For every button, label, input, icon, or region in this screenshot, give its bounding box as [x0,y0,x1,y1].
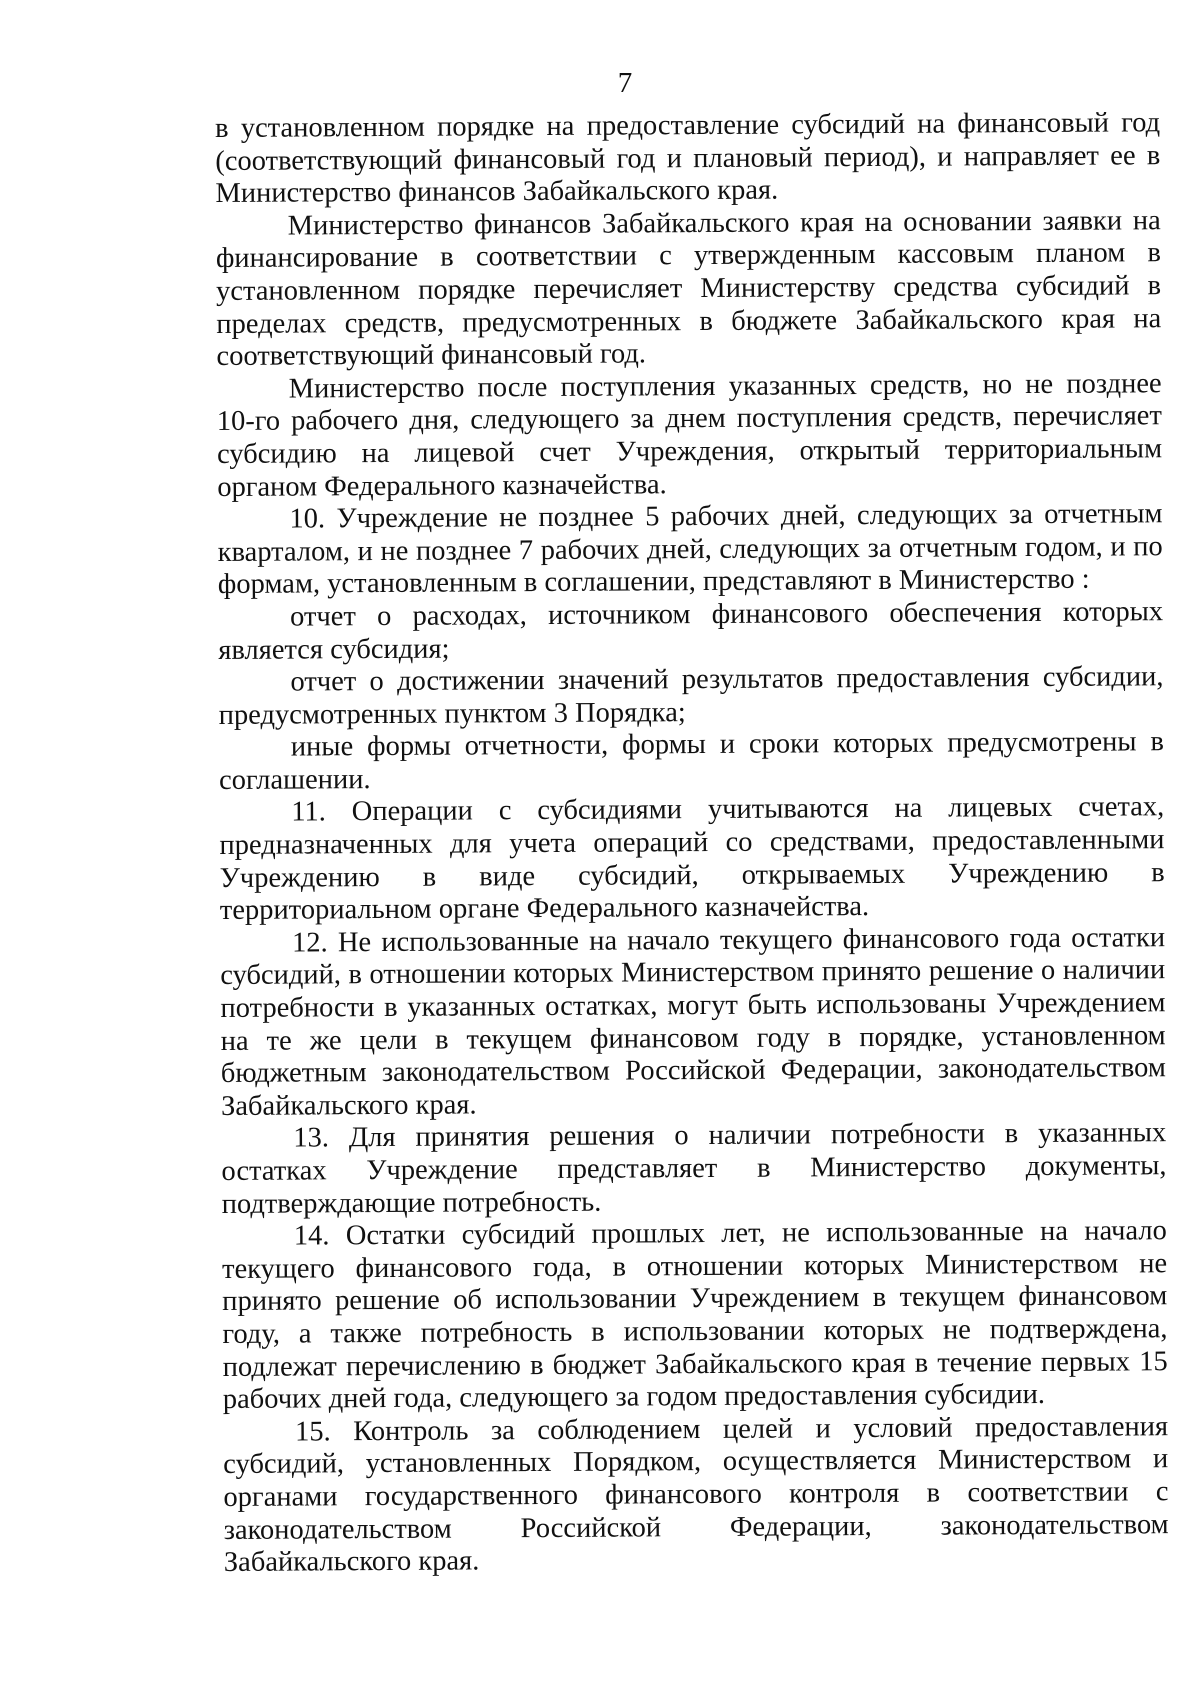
paragraph-clause-12: 12. Не использованные на начало текущего финансового года остатки субсидий, в отношении которых Министерством принято решение о наличии потребности в указанных остатках, могут быть использованы Учреждением на те же цели в текущем финансовом году в порядке, установленном бюджетным законодательством Российской Федерации, законодательством Забайкальского края. [220,922,1166,1122]
document-body [215,107,1169,1579]
paragraph-clause-13: 13. Для принятия решения о наличии потребности в указанных остатках Учреждение представляет в Министерство документы, подтверждающие потребность. [221,1117,1167,1220]
paragraph-clause-10: 10. Учреждение не позднее 5 рабочих дней, следующих за отчетным кварталом, и не позднее 7 рабочих дней, следующих за отчетным годом, и по формам, установленным в соглашении, представляют в Министерство : [217,498,1163,601]
paragraph-clause-11: 11. Операции с субсидиями учитываются на лицевых счетах, предназначенных для учета операций со средствами, предоставленными Учреждению в виде субсидий, открываемых Учреждению в территориальном органе Федерального казначейства. [219,791,1165,927]
paragraph-ministry-transfer: Министерство после поступления указанных средств, но не позднее 10-го рабочего дня, следующего за днем поступления средств, перечисляет субсидию на лицевой счет Учреждения, открытый территориальным органом Федерального казначейства. [216,367,1163,503]
paragraph-continuation: в установленном порядке на предоставление субсидий на финансовый год (соответствующий финансовый год и плановый период), и направляет ее в Министерство финансов Забайкальского края. [215,107,1161,210]
paragraph-ministry-finance: Министерство финансов Забайкальского края на основании заявки на финансирование в соответствии с утвержденным кассовым планом в установленном порядке перечисляет Министерству средства субсидий в пределах средств, предусмотренных в бюджете Забайкальского края на соответствующий финансовый год. [215,205,1162,373]
paragraph-report-results: отчет о достижении значений результатов предоставления субсидии, предусмотренных пунктом 3 Порядка; [218,661,1164,731]
paragraph-other-reports: иные формы отчетности, формы и сроки которых предусмотрены в соглашении. [218,726,1164,796]
page-number: 7 [617,67,633,99]
paragraph-clause-14: 14. Остатки субсидий прошлых лет, не использованные на начало текущего финансового года, в отношении которых Министерством не принято решение об использовании Учреждением в текущем финансовом году, а также потребность в использовании которых не подтверждена, подлежат перечислению в бюджет Забайкальского края в течение первых 15 рабочих дней года, следующего за годом предоставления субсидии. [221,1215,1168,1416]
paragraph-clause-15: 15. Контроль за соблюдением целей и условий предоставления субсидий, установленных Порядком, осуществляется Министерством и органами государственного финансового контроля в соответствии с законодательством Российской Федерации, законодательством Забайкальского края. [223,1410,1169,1579]
paragraph-report-expenses: отчет о расходах, источником финансового обеспечения которых является субсидия; [218,596,1164,666]
